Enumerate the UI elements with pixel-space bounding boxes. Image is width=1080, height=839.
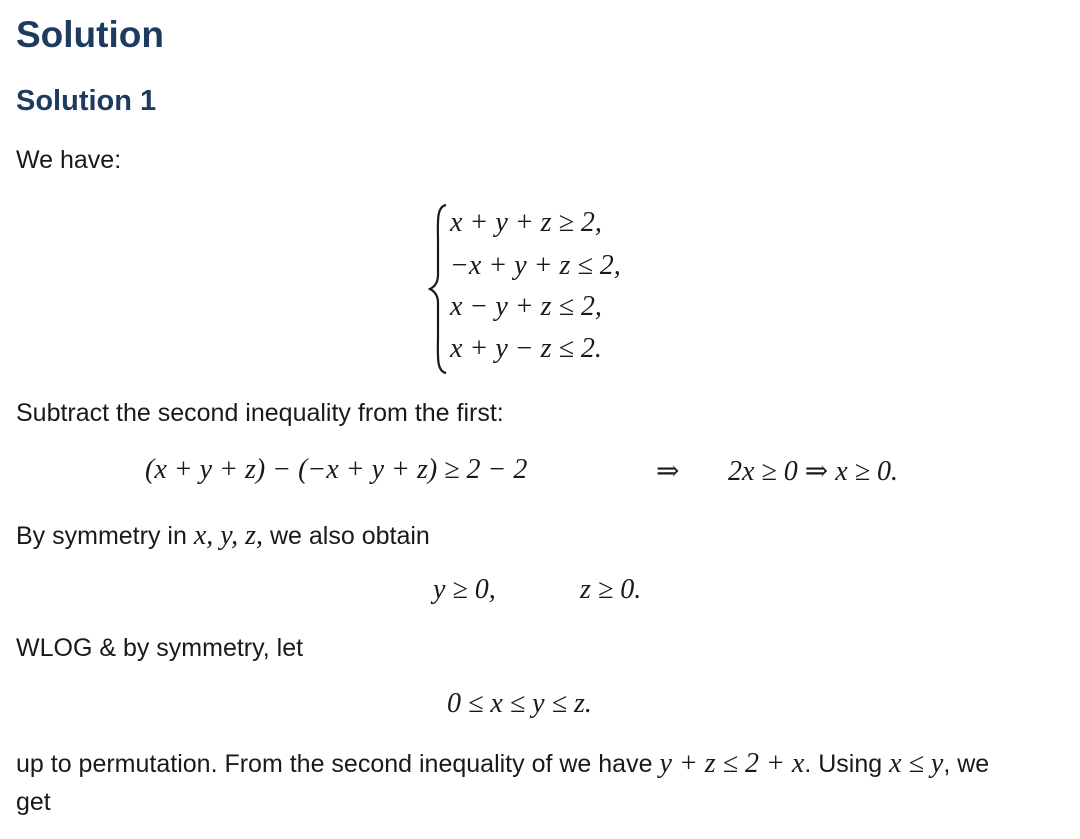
subtraction-equation: (x + y + z) − (−x + y + z) ≥ 2 − 2 (145, 454, 528, 485)
inequality-system (428, 203, 688, 375)
section-title: Solution 1 (16, 85, 157, 117)
perm-math-2: x ≤ y (889, 748, 944, 779)
page-title: Solution (16, 14, 164, 55)
paragraph-permutation (16, 745, 1066, 821)
left-brace-icon (428, 203, 450, 375)
symmetry-text-post: we also obtain (269, 522, 430, 550)
paragraph-we-have: We have: (16, 146, 122, 174)
ordering-equation: 0 ≤ x ≤ y ≤ z. (447, 688, 592, 719)
symmetry-text-pre: By symmetry in (16, 522, 187, 550)
perm-text-3: , we (943, 750, 990, 778)
perm-text-4: get (16, 788, 51, 816)
implies-arrow: ⇒ (656, 456, 680, 487)
system-line-1: x + y + z ≥ 2, (450, 207, 602, 238)
y-nonnegative: y ≥ 0, (433, 574, 496, 605)
perm-text-2: . Using (804, 750, 883, 778)
paragraph-symmetry (16, 515, 1066, 557)
system-line-4: x + y − z ≤ 2. (450, 333, 602, 364)
system-line-2: −x + y + z ≤ 2, (450, 250, 621, 281)
perm-text-1: up to permutation. From the second inequality of we have (16, 750, 653, 778)
perm-math-1: y + z ≤ 2 + x (659, 748, 805, 779)
paragraph-wlog: WLOG & by symmetry, let (16, 634, 304, 662)
system-line-3: x − y + z ≤ 2, (450, 291, 602, 322)
paragraph-subtract: Subtract the second inequality from the first: (16, 399, 504, 427)
z-nonnegative: z ≥ 0. (580, 574, 642, 605)
result-equation: 2x ≥ 0 ⇒ x ≥ 0. (728, 456, 899, 487)
symmetry-vars: x, y, z, (193, 520, 264, 551)
